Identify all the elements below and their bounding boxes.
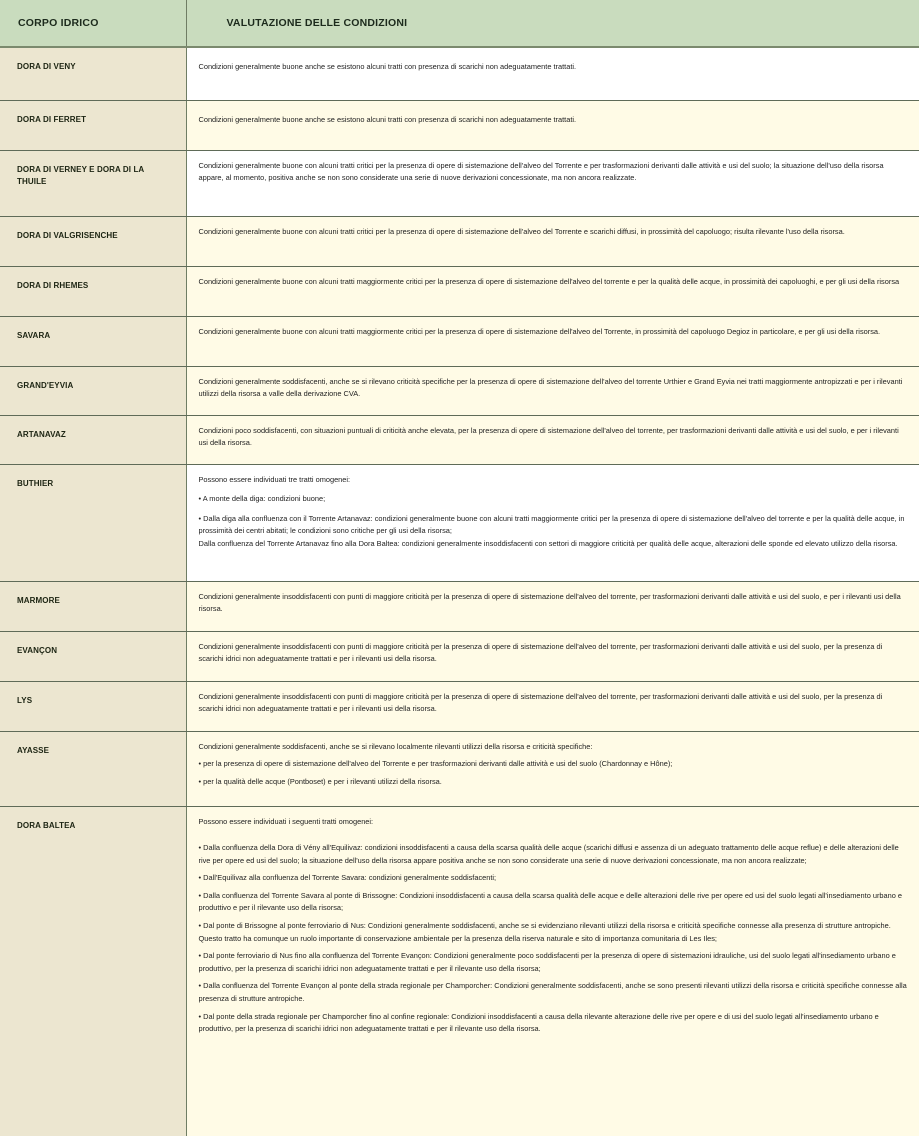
water-body-evaluation [186,806,919,1136]
water-body-name: EVANÇON [0,631,186,681]
evaluation-item: • Dalla confluenza della Dora di Vény all'Equilivaz: condizioni insoddisfacenti a causa della scarsa qualità delle acque (scarichi diffusi e assenza di un adeguato trattamento delle acque reflue) e delle alterazioni delle rive per opere ed usi del suolo; la situazione dell'uso della risorsa appare positiva anche se non sono considerate una serie di nuove derivazioni concessionate, ma non ancora realizzate; [198,843,899,865]
water-body-name: DORA DI VENY [0,47,186,100]
table-row [0,366,919,415]
table-row [0,415,919,464]
water-body-evaluation [186,266,919,316]
evaluation-text: Condizioni poco soddisfacenti, con situazioni puntuali di criticità anche elevata, per la presenza di opere di sistemazione dell'alveo del torrente, per trasformazioni derivanti dalle attività e usi del suolo, e per i rilevanti usi della risorsa. [198,425,899,448]
table-row [0,216,919,266]
evaluation-item: • A monte della diga: condizioni buone; [198,494,326,504]
evaluation-text: Condizioni generalmente buone anche se esistono alcuni tratti con presenza di scarichi non adeguatamente trattati. [198,114,577,124]
evaluation-item: • Dal ponte della strada regionale per Champorcher fino al confine regionale: Condizioni insoddisfacenti a causa della rilevante alterazione delle rive per opere e di usi del suolo legati all'insediamento urbano e produttivo, per la presenza di scarichi idrici non adeguatamente trattati e per il rilevante uso della risorsa. [198,1011,879,1034]
water-body-evaluation [186,216,919,266]
table-row [0,100,919,150]
table-row [0,631,919,681]
evaluation-text: Condizioni generalmente buone con alcuni tratti critici per la presenza di opere di sistemazione dell'alveo del Torrente e per trasformazioni derivanti dalle attività e usi del suolo; la situazione dell'uso della risorsa appare, al momento, positiva anche se non sono considerate una serie di nuove derivazioni concessionate, ma non ancora realizzate. [198,160,884,183]
water-body-name: BUTHIER [0,464,186,581]
water-body-evaluation [186,150,919,216]
table-row [0,47,919,100]
water-body-name: DORA DI RHEMES [0,266,186,316]
evaluation-text: Condizioni generalmente buone con alcuni tratti maggiormente critici per la presenza di opere di sistemazione dell'alveo del torrente e per la qualità delle acque, in prossimità dei capoluoghi, e per gli usi della risorsa [198,276,900,286]
evaluation-item: • Dalla confluenza del Torrente Savara al ponte di Brissogne: Condizioni insoddisfacenti a causa della scarsa qualità delle acque e delle alterazioni delle rive per opere ed usi del suolo legati all'insediamento urbano e produttivo e per il rilevante uso della risorsa; [198,890,903,913]
evaluation-text: Condizioni generalmente insoddisfacenti con punti di maggiore criticità per la presenza di opere di sistemazione dell'alveo del torrente, per trasformazioni derivanti dalle attività e usi del suolo, e per i rilevanti usi della risorsa. [198,591,901,614]
evaluation-text: Condizioni generalmente buone con alcuni tratti critici per la presenza di opere di sistemazione dell'alveo del Torrente e scarichi diffusi, in prossimità del capoluogo; risulta rilevante l'uso della risorsa. [198,226,845,236]
table-row [0,581,919,631]
evaluation-item: • per la qualità delle acque (Pontboset) e per i rilevanti utilizzi della risorsa. [198,776,442,786]
water-body-name: LYS [0,681,186,731]
evaluation-item: • Dalla confluenza del Torrente Evançon al ponte della strada regionale per Champorcher: Condizioni generalmente soddisfacenti, anche se sono presenti rilevanti utilizzi della risorsa e criticità specifiche connesse alla presenza di strutture antropiche. [198,981,907,1004]
evaluation-item: • Dal ponte di Brissogne al ponte ferroviario di Nus: Condizioni generalmente soddisfacenti, anche se si evidenziano rilevanti utilizzi della risorsa e criticità specifiche connesse alla presenza di strutture antropiche. Questo tratto ha comunque un ruolo importante di conservazione ambientale per la presenza della riserva naturale e sito di importanza comunitaria di Les Iles; [198,921,891,943]
header-row [0,0,919,47]
water-body-evaluation [186,100,919,150]
water-body-name: DORA BALTEA [0,806,186,1136]
evaluation-text: Condizioni generalmente buone anche se esistono alcuni tratti con presenza di scarichi non adeguatamente trattati. [198,62,577,71]
water-body-evaluation [186,731,919,806]
water-body-evaluation [186,631,919,681]
table-row [0,150,919,216]
water-body-evaluation [186,47,919,100]
evaluation-item: • Dall'Equilivaz alla confluenza del Torrente Savara: condizioni generalmente soddisfacenti; [198,873,497,883]
water-body-name: DORA DI VALGRISENCHE [0,216,186,266]
evaluation-text: Dalla confluenza del Torrente Artanavaz fino alla Dora Baltea: condizioni generalmente insoddisfacenti con settori di maggiore criticità per qualità delle acque, alterazioni delle sponde ed elevato utilizzo della risorsa. [198,538,898,548]
water-body-name: SAVARA [0,316,186,366]
table-row [0,731,919,806]
water-body-name: DORA DI FERRET [0,100,186,150]
water-body-evaluation [186,415,919,464]
table-row [0,681,919,731]
header-evaluation: VALUTAZIONE DELLE CONDIZIONI [186,0,919,47]
water-body-name: AYASSE [0,731,186,806]
water-body-evaluation [186,464,919,581]
table-row [0,464,919,581]
water-body-name: DORA DI VERNEY E DORA DI LA THUILE [0,150,186,216]
evaluation-intro: Possono essere individuati i seguenti tratti omogenei: [198,816,374,826]
evaluation-text: Condizioni generalmente insoddisfacenti con punti di maggiore criticità per la presenza di opere di sistemazione dell'alveo del torrente, per trasformazioni derivanti dalle attività e usi del suolo, per la presenza di scarichi idrici non adeguatamente trattati e per i rilevanti usi della risorsa. [198,641,883,664]
table-row [0,316,919,366]
water-body-name: GRAND'EYVIA [0,366,186,415]
water-body-evaluation [186,581,919,631]
evaluation-item: • Dalla diga alla confluenza con il Torrente Artanavaz: condizioni generalmente buone con alcuni tratti maggiormente critici per la presenza di opere di sistemazione dell'alveo del torrente e per la qualità delle acque, in prossimità dei centri abitati; le condizioni sono critiche per gli usi della risorsa; [198,513,905,536]
evaluation-item: • Dal ponte ferroviario di Nus fino alla confluenza del Torrente Evançon: Condizioni generalmente poco soddisfacenti per la presenza di opere di sistemazioni idrauliche, usi del suolo legati all'insediamento urbano e produttivo, per la presenza di scarichi idrici non adeguatamente trattati e per il rilevante uso della risorsa; [198,951,896,973]
header-water-body: CORPO IDRICO [0,0,186,47]
water-body-evaluation [186,366,919,415]
table-row [0,266,919,316]
water-body-name: ARTANAVAZ [0,415,186,464]
table-row [0,806,919,1136]
evaluation-text: Condizioni generalmente soddisfacenti, anche se si rilevano criticità specifiche per la presenza di opere di sistemazione dell'alveo del torrente Urthier e Grand Eyvia nei tratti maggiormente antropizzati e per i rilevanti utilizzi della risorsa a valle della derivazione CVA. [198,376,903,399]
evaluation-intro: Possono essere individuati tre tratti omogenei: [198,474,351,484]
evaluation-text: Condizioni generalmente insoddisfacenti con punti di maggiore criticità per la presenza di opere di sistemazione dell'alveo del torrente, per trasformazioni derivanti dalle attività e usi del suolo, per la presenza di scarichi idrici non adeguatamente trattati e per i rilevanti usi della risorsa. [198,691,883,714]
water-body-name: MARMORE [0,581,186,631]
evaluation-item: • per la presenza di opere di sistemazione dell'alveo del Torrente e per trasformazioni derivanti dalle attività e usi del suolo (Chardonnay e Hône); [198,759,673,769]
water-body-evaluation [186,316,919,366]
evaluation-text: Condizioni generalmente buone con alcuni tratti maggiormente critici per la presenza di opere di sistemazione dell'alveo del Torrente, in prossimità del capoluogo Degioz in particolare, e per gli usi della risorsa. [198,326,881,336]
water-body-evaluation [186,681,919,731]
evaluation-intro: Condizioni generalmente soddisfacenti, anche se si rilevano localmente rilevanti utilizzi della risorsa e criticità specifiche: [198,741,593,751]
